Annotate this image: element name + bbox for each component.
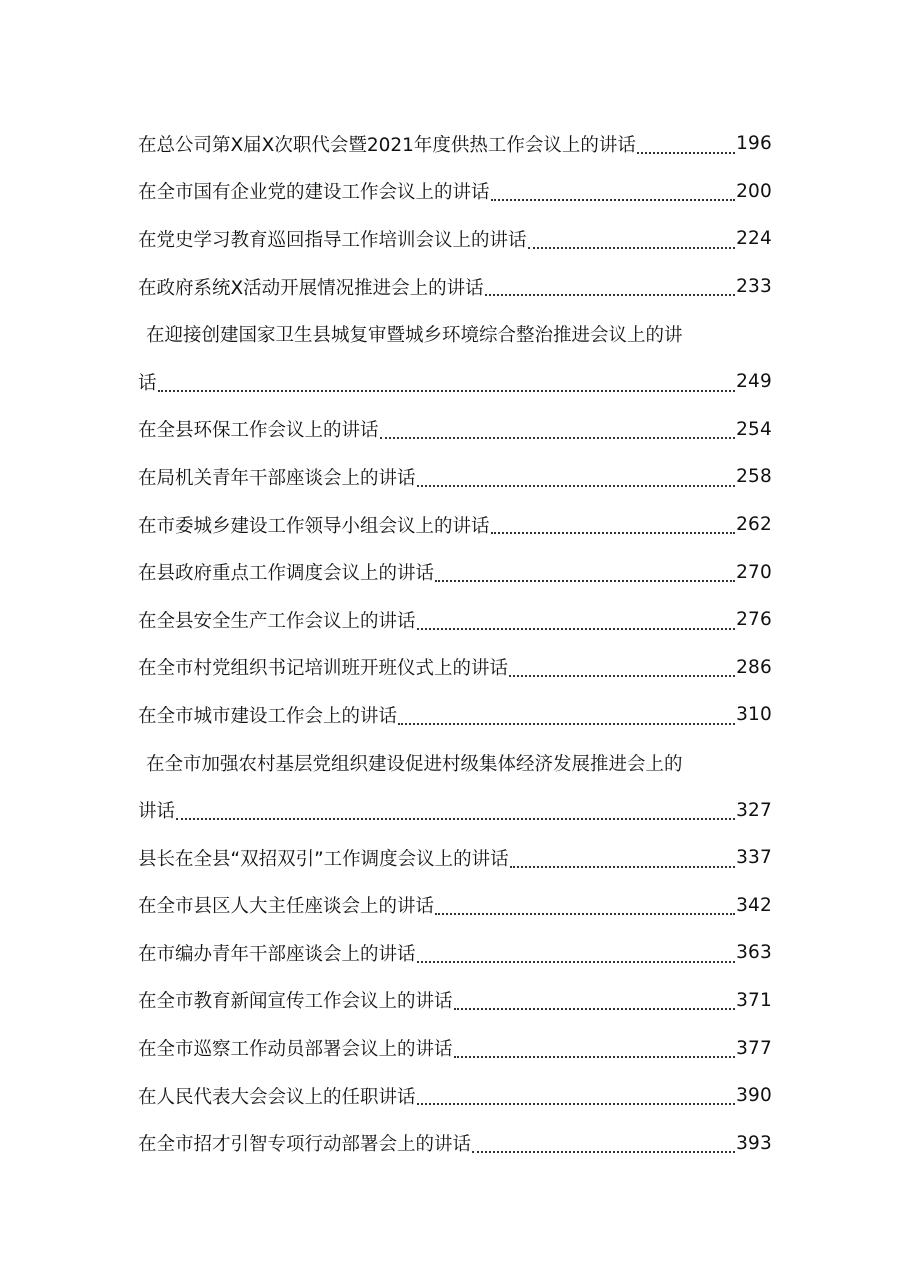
table-of-contents	[0, 120, 909, 1167]
toc-entry-wrapped-line2[interactable]	[138, 358, 772, 406]
toc-entry-title: 在全市教育新闻宣传工作会议上的讲话	[138, 991, 453, 1013]
dot-leader	[435, 912, 735, 915]
toc-entry-title-line2: 话	[138, 372, 157, 394]
toc-entry-page: 200	[736, 180, 772, 202]
toc-entry-page: 254	[736, 418, 772, 440]
toc-entry-title: 在人民代表大会会议上的任职讲话	[138, 1086, 416, 1108]
toc-entry[interactable]	[138, 834, 772, 882]
toc-entry[interactable]	[138, 168, 772, 216]
toc-entry-page: 286	[736, 656, 772, 678]
toc-entry[interactable]	[138, 644, 772, 692]
toc-entry-title: 在市编办青年干部座谈会上的讲话	[138, 943, 416, 965]
toc-entry-page: 390	[736, 1085, 772, 1107]
toc-entry-title: 在党史学习教育巡回指导工作培训会议上的讲话	[138, 229, 527, 251]
toc-entry[interactable]	[138, 215, 772, 263]
toc-entry[interactable]	[138, 1119, 772, 1167]
toc-entry-page: 363	[736, 942, 772, 964]
dot-leader	[380, 436, 736, 439]
toc-entry-page: 310	[736, 704, 772, 726]
toc-entry[interactable]	[138, 1072, 772, 1120]
dot-leader	[509, 674, 735, 677]
toc-entry-page: 196	[736, 133, 772, 155]
toc-entry-wrapped-line1[interactable]	[146, 310, 772, 358]
toc-entry-page: 233	[736, 276, 772, 298]
toc-entry-title: 在局机关青年干部座谈会上的讲话	[138, 467, 416, 489]
toc-entry-title: 在市委城乡建设工作领导小组会议上的讲话	[138, 515, 490, 537]
dot-leader	[491, 198, 736, 201]
toc-entry-title: 在全市县区人大主任座谈会上的讲话	[138, 896, 435, 918]
toc-entry[interactable]	[138, 596, 772, 644]
dot-leader	[417, 627, 736, 630]
dot-leader	[158, 389, 736, 392]
toc-entry-page: 258	[736, 466, 772, 488]
dot-leader	[472, 1150, 735, 1153]
toc-entry[interactable]	[138, 1024, 772, 1072]
toc-entry-title: 在全市村党组织书记培训班开班仪式上的讲话	[138, 658, 509, 680]
toc-entry-title-line2: 讲话	[138, 801, 176, 823]
toc-entry-page: 249	[736, 371, 772, 393]
toc-entry-wrapped-line2[interactable]	[138, 786, 772, 834]
dot-leader	[491, 531, 736, 534]
toc-entry[interactable]	[138, 691, 772, 739]
toc-entry-page: 377	[736, 1037, 772, 1059]
toc-entry-title: 在全市招才引智专项行动部署会上的讲话	[138, 1134, 472, 1156]
dot-leader	[485, 293, 735, 296]
toc-entry-title: 在全县安全生产工作会议上的讲话	[138, 610, 416, 632]
dot-leader	[510, 865, 735, 868]
toc-entry[interactable]	[138, 977, 772, 1025]
toc-entry-title-line1: 在全市加强农村基层党组织建设促进村级集体经济发展推进会上的	[146, 753, 683, 775]
dot-leader	[417, 484, 736, 487]
toc-entry-title: 在全县环保工作会议上的讲话	[138, 420, 379, 442]
toc-entry[interactable]	[138, 929, 772, 977]
toc-entry[interactable]	[138, 501, 772, 549]
toc-entry-page: 270	[736, 561, 772, 583]
toc-entry[interactable]	[138, 453, 772, 501]
toc-entry-page: 393	[736, 1132, 772, 1154]
toc-entry-title: 在政府系统X活动开展情况推进会上的讲话	[138, 277, 484, 299]
dot-leader	[528, 246, 736, 249]
toc-entry-page: 224	[736, 228, 772, 250]
dot-leader	[398, 722, 735, 725]
dot-leader	[417, 1102, 736, 1105]
toc-entry[interactable]	[138, 120, 772, 168]
toc-entry[interactable]	[138, 263, 772, 311]
toc-entry[interactable]	[138, 882, 772, 930]
toc-entry-title: 在全市巡察工作动员部署会议上的讲话	[138, 1039, 453, 1061]
toc-entry-page: 371	[736, 989, 772, 1011]
toc-entry-page: 276	[736, 609, 772, 631]
toc-entry[interactable]	[138, 406, 772, 454]
toc-entry-title: 在总公司第X届X次职代会暨2021年度供热工作会议上的讲话	[138, 134, 636, 156]
toc-entry-title: 在全市城市建设工作会上的讲话	[138, 705, 398, 727]
toc-entry-title-line1: 在迎接创建国家卫生县城复审暨城乡环境综合整治推进会议上的讲	[146, 325, 683, 347]
dot-leader	[417, 960, 736, 963]
toc-entry-title: 在县政府重点工作调度会议上的讲话	[138, 563, 435, 585]
dot-leader	[435, 579, 735, 582]
toc-entry-page: 262	[736, 514, 772, 536]
dot-leader	[454, 1007, 736, 1010]
dot-leader	[176, 817, 735, 820]
toc-entry-page: 337	[736, 847, 772, 869]
toc-entry-title: 在全市国有企业党的建设工作会议上的讲话	[138, 182, 490, 204]
dot-leader	[454, 1055, 736, 1058]
toc-entry-wrapped-line1[interactable]	[146, 739, 772, 787]
toc-entry[interactable]	[138, 548, 772, 596]
toc-entry-page: 342	[736, 894, 772, 916]
toc-entry-page: 327	[736, 799, 772, 821]
toc-entry-title: 县长在全县“双招双引”工作调度会议上的讲话	[138, 848, 509, 870]
dot-leader	[637, 151, 735, 154]
